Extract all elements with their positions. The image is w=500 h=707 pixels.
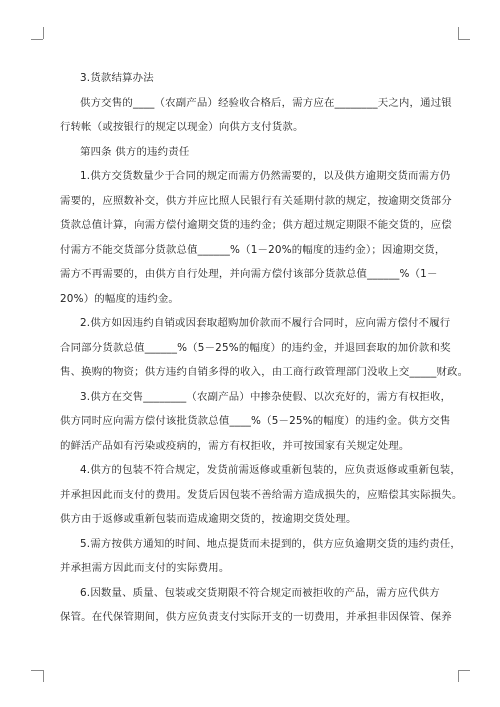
document-body bbox=[60, 66, 469, 630]
text-line: 货款总值计算，向需方偿付逾期交货的违约金；供方超过规定期限不能交货的，应偿 bbox=[60, 219, 452, 231]
text-line: 3.货款结算办法 bbox=[80, 72, 154, 84]
text-line: 并承担需方因此而支付的实际费用。 bbox=[60, 562, 230, 574]
text-line: 1.供方交货数量少于合同的规定而需方仍然需要的，以及供方逾期交货而需方仍 bbox=[80, 170, 451, 182]
text-line: 的鲜活产品如有污染或疫病的，需方有权拒收，并可按国家有关规定处理。 bbox=[60, 439, 410, 452]
text-line: 需要的，应照数补交，供方并应比照人民银行有关延期付款的规定，按逾期交货部分 bbox=[60, 194, 452, 207]
text-line: 合同部分货款总值______%（5－25%的幅度）的违约金，并退回套取的加价款和奖 bbox=[60, 341, 451, 354]
text-line: 4.供方的包装不符合规定，发货前需返修或重新包装的，应负责返修或重新包装， bbox=[80, 464, 461, 476]
text-line: 供方交售的____（农副产品）经验收合格后，需方应在________天之内，通过银 bbox=[80, 96, 452, 109]
text-line: 20%）的幅度的违约金。 bbox=[60, 292, 180, 305]
text-line: 第四条 供方的违约责任 bbox=[80, 145, 190, 158]
text-line: 付需方不能交货部分货款总值______%（1－20%的幅度的违约金）；因逾期交货， bbox=[60, 243, 446, 256]
text-line: 2.供方如因违约自销或因套取超购加价款而不履行合同时，应向需方偿付不履行 bbox=[80, 317, 451, 329]
text-line: 保管。在代保管期间，供方应负责支付实际开支的一切费用，并承担非因保管、保养 bbox=[60, 611, 452, 623]
text-line: 6.因数量、质量、包装或交货期限不符合规定而被拒收的产品，需方应代供方 bbox=[80, 586, 440, 599]
text-line: 行转帐（或按银行的规定以现金）向供方支付货款。 bbox=[60, 121, 304, 133]
text-line: 5.需方按供方通知的时间、地点提货而未提到的，供方应负逾期交货的违约责任， bbox=[80, 537, 461, 550]
text-line: 售、换购的物资；供方违约自销多得的收入，由工商行政管理部门没收上交_____财政。 bbox=[60, 366, 469, 378]
text-line: 供方同时应向需方偿付该批货款总值____%（5－25%的幅度）的违约金。供方交售 bbox=[60, 415, 451, 427]
text-line: 需方不再需要的，由供方自行处理，并向需方偿付该部分货款总值______%（1－ bbox=[60, 268, 438, 280]
text-line: 供方由于返修或重新包装而造成逾期交货的，按逾期交货处理。 bbox=[60, 513, 357, 525]
text-line: 3.供方在交售________（农副产品）中掺杂使假、以次充好的，需方有权拒收， bbox=[80, 390, 452, 403]
text-line: 并承担因此而支付的费用。发货后因包装不善给需方造成损失的，应赔偿其实际损失。 bbox=[60, 488, 463, 501]
